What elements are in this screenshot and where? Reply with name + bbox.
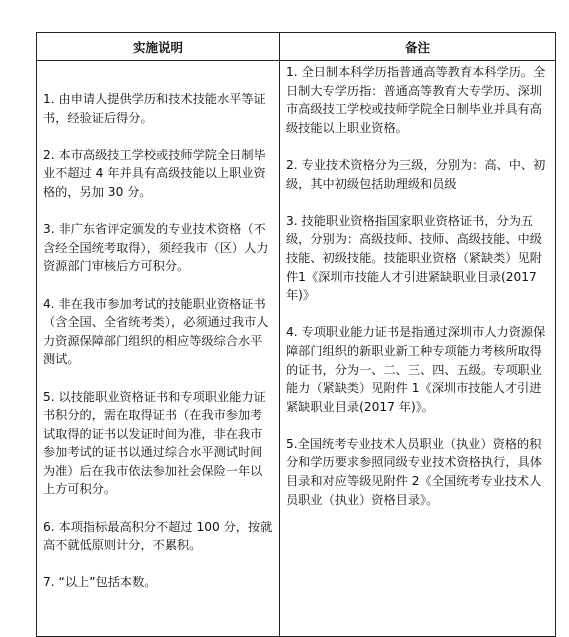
instructions-cell bbox=[37, 61, 280, 637]
remark-item-1: 1. 全日制本科学历指普通高等教育本科学历。全日制大专学历指：普通高等教育大专学历、深圳市高级技工学校或技师学院全日制毕业并具有高级技能以上职业资格。 bbox=[286, 65, 546, 135]
instruction-item-7: 7. “以上”包括本数。 bbox=[43, 575, 157, 590]
header-remarks: 备注 bbox=[280, 33, 556, 61]
table-row bbox=[37, 61, 556, 637]
header-instructions: 实施说明 bbox=[37, 33, 280, 61]
instruction-item-6: 6. 本项指标最高积分不超过 100 分，按就高不就低原则计分，不累积。 bbox=[43, 519, 273, 553]
instruction-item-1: 1. 由申请人提供学历和技术技能水平等证书，经验证后得分。 bbox=[43, 92, 266, 125]
remarks-cell bbox=[280, 61, 556, 637]
instruction-item-4: 4. 非在我市参加考试的技能职业资格证书（含全国、全省统考类），必须通过我市人力资源保障部门组织的相应等级综合水平测试。 bbox=[43, 296, 269, 367]
instruction-item-3: 3. 非广东省评定颁发的专业技术资格（不含经全国统考取得），须经我市（区）人力资源部门审核后方可积分。 bbox=[43, 222, 269, 274]
table-header-row bbox=[37, 33, 556, 61]
remark-item-2: 2. 专业技术资格分为三级，分别为：高、中、初级，其中初级包括助理级和员级 bbox=[286, 157, 546, 191]
remark-item-5: 5.全国统考专业技术人员职业（执业）资格的积分和学历要求参照同级专业技术资格执行，具体目录和对应等级见附件 2《全国统考专业技术人员职业（执业）资格目录》。 bbox=[286, 436, 542, 507]
policy-table bbox=[36, 32, 556, 637]
instruction-item-5: 5. 以技能职业资格证书和专项职业能力证书积分的，需在取得证书（在我市参加考试取得的证书以发证时间为准，非在我市参加考试的证书以通过综合水平测试时间为准）后在我市依法参加社会保险一年以上方可积分。 bbox=[43, 389, 266, 497]
title-fragment bbox=[248, 0, 318, 6]
instruction-item-2: 2. 本市高级技工学校或技师学院全日制毕业不超过 4 年并具有高级技能以上职业资格的，另加 30 分。 bbox=[43, 147, 266, 199]
remark-item-3: 3. 技能职业资格指国家职业资格证书，分为五级，分别为：高级技师、技师、高级技能、中级技能、初级技能。技能职业资格（紧缺类）见附件1《深圳市技能人才引进紧缺职业目录(2017 年)》 bbox=[286, 213, 542, 303]
remark-item-4: 4. 专项职业能力证书是指通过深圳市人力资源保障部门组织的新职业新工种专项能力考核所取得的证书，分为一、二、三、四、五级。专项职业能力（紧缺类）见附件 1《深圳市技能人才引进紧缺职业目录(2017 年)》。 bbox=[286, 325, 546, 414]
